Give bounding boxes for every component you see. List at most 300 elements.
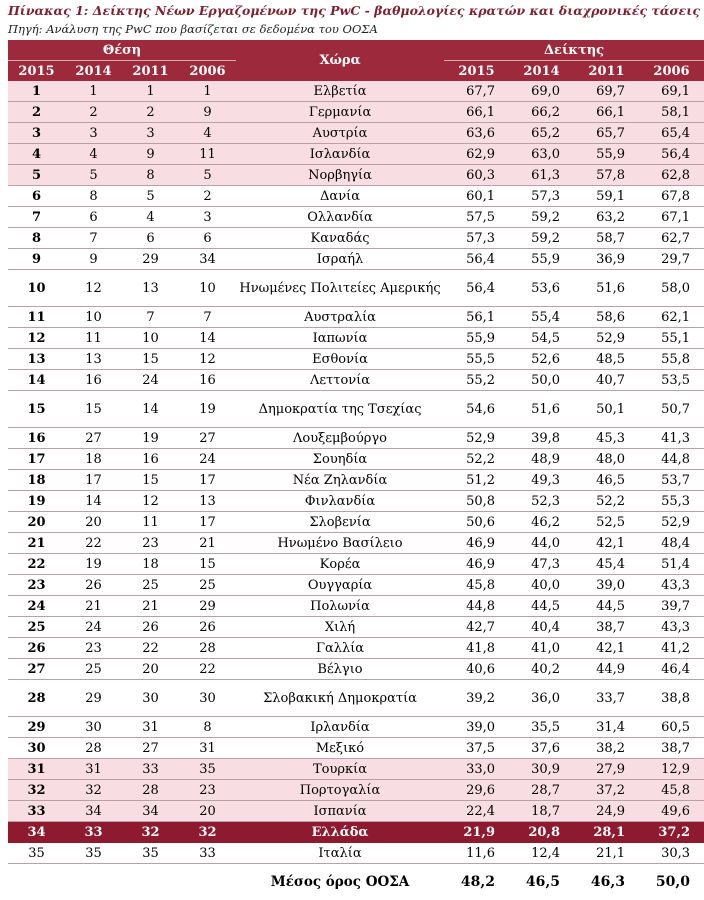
index-value-cell: 39,0 (444, 717, 509, 738)
rank-cell: 3 (179, 207, 236, 228)
rank-cell: 31 (179, 738, 236, 759)
index-value-cell: 69,1 (639, 81, 704, 102)
index-value-cell: 45,8 (639, 780, 704, 801)
table-row (8, 144, 704, 165)
index-table (8, 40, 704, 900)
rank-cell: 19 (65, 554, 122, 575)
index-value-cell: 66,1 (574, 102, 639, 123)
table-row (8, 328, 704, 349)
index-value-cell: 51,6 (574, 270, 639, 307)
rank-cell: 35 (179, 759, 236, 780)
rank-cell: 14 (65, 491, 122, 512)
index-value-cell: 39,0 (574, 575, 639, 596)
table-header (8, 40, 704, 81)
rank-cell (65, 864, 122, 900)
rank-cell: 33 (122, 759, 179, 780)
rank-cell: 23 (122, 533, 179, 554)
country-cell: Μεξικό (236, 738, 444, 759)
rank-cell: 11 (8, 307, 65, 328)
rank-cell: 32 (8, 780, 65, 801)
rank-cell: 17 (179, 470, 236, 491)
index-value-cell: 58,6 (574, 307, 639, 328)
rank-year-header: 2015 (8, 61, 65, 82)
index-value-cell: 53,6 (509, 270, 574, 307)
rank-cell: 31 (65, 759, 122, 780)
index-year-header: 2006 (639, 61, 704, 82)
index-value-cell: 58,1 (639, 102, 704, 123)
index-value-cell: 51,6 (509, 391, 574, 428)
index-value-cell: 67,1 (639, 207, 704, 228)
index-value-cell: 48,5 (574, 349, 639, 370)
index-value-cell: 63,2 (574, 207, 639, 228)
index-value-cell: 52,9 (639, 512, 704, 533)
index-value-cell: 38,7 (574, 617, 639, 638)
index-value-cell: 40,6 (444, 659, 509, 680)
index-value-cell: 18,7 (509, 801, 574, 822)
index-value-cell: 41,8 (444, 638, 509, 659)
index-value-cell: 52,3 (509, 491, 574, 512)
country-cell: Πορτογαλία (236, 780, 444, 801)
rank-cell: 7 (8, 207, 65, 228)
country-cell: Χιλή (236, 617, 444, 638)
index-value-cell: 55,5 (444, 349, 509, 370)
index-value-cell: 11,6 (444, 843, 509, 864)
rank-cell: 15 (65, 391, 122, 428)
table-row (8, 533, 704, 554)
rank-cell: 20 (122, 659, 179, 680)
index-value-cell: 49,6 (639, 801, 704, 822)
country-cell: Ιταλία (236, 843, 444, 864)
country-cell: Πολωνία (236, 596, 444, 617)
rank-cell: 18 (8, 470, 65, 491)
rank-cell: 34 (65, 801, 122, 822)
table-title: Πίνακας 1: Δείκτης Νέων Εργαζομένων της PwC - βαθμολογίες κρατών και διαχρονικές τάσεις (8, 3, 700, 18)
table-row (8, 165, 704, 186)
rank-cell: 16 (122, 449, 179, 470)
index-value-cell: 37,2 (639, 822, 704, 843)
index-value-cell: 52,6 (509, 349, 574, 370)
index-value-cell: 39,2 (444, 680, 509, 717)
country-cell: Εσθονία (236, 349, 444, 370)
index-value-cell: 40,0 (509, 575, 574, 596)
country-cell: Λουξεμβούργο (236, 428, 444, 449)
index-year-header: 2011 (574, 61, 639, 82)
index-value-cell: 67,8 (639, 186, 704, 207)
country-cell: Σλοβενία (236, 512, 444, 533)
rank-cell: 28 (8, 680, 65, 717)
rank-cell: 3 (8, 123, 65, 144)
index-value-cell: 48,4 (639, 533, 704, 554)
index-value-cell: 47,3 (509, 554, 574, 575)
rank-cell: 5 (179, 165, 236, 186)
country-cell: Τουρκία (236, 759, 444, 780)
rank-cell: 11 (122, 512, 179, 533)
index-value-cell: 42,1 (574, 638, 639, 659)
index-value-cell: 44,0 (509, 533, 574, 554)
rank-cell: 21 (122, 596, 179, 617)
table-row (8, 307, 704, 328)
index-value-cell: 37,2 (574, 780, 639, 801)
rank-cell: 8 (8, 228, 65, 249)
rank-cell: 27 (122, 738, 179, 759)
table-row (8, 680, 704, 717)
rank-cell: 26 (65, 575, 122, 596)
index-value-cell: 62,9 (444, 144, 509, 165)
rank-cell: 19 (122, 428, 179, 449)
index-value-cell: 40,7 (574, 370, 639, 391)
rank-cell: 2 (8, 102, 65, 123)
rank-cell: 11 (179, 144, 236, 165)
index-value-cell: 43,3 (639, 575, 704, 596)
index-value-cell: 50,0 (639, 864, 704, 900)
rank-cell: 13 (65, 349, 122, 370)
rank-cell: 7 (122, 307, 179, 328)
rank-cell: 35 (65, 843, 122, 864)
rank-cell: 5 (122, 186, 179, 207)
rank-cell: 16 (179, 370, 236, 391)
index-value-cell: 21,9 (444, 822, 509, 843)
index-value-cell: 52,9 (574, 328, 639, 349)
country-cell: Ελλάδα (236, 822, 444, 843)
index-value-cell: 46,3 (574, 864, 639, 900)
table-row (8, 470, 704, 491)
index-value-cell: 51,4 (639, 554, 704, 575)
rank-cell: 29 (122, 249, 179, 270)
rank-cell: 21 (8, 533, 65, 554)
index-value-cell: 48,9 (509, 449, 574, 470)
rank-cell: 26 (8, 638, 65, 659)
index-value-cell: 39,7 (639, 596, 704, 617)
index-value-cell: 42,1 (574, 533, 639, 554)
table-row (8, 207, 704, 228)
rank-cell: 14 (8, 370, 65, 391)
index-value-cell: 69,0 (509, 81, 574, 102)
index-value-cell: 38,8 (639, 680, 704, 717)
rank-cell: 7 (65, 228, 122, 249)
index-value-cell: 21,1 (574, 843, 639, 864)
index-value-cell: 58,0 (639, 270, 704, 307)
rank-year-header: 2011 (122, 61, 179, 82)
index-value-cell: 52,5 (574, 512, 639, 533)
rank-cell: 19 (8, 491, 65, 512)
country-cell: Ελβετία (236, 81, 444, 102)
rank-cell: 25 (65, 659, 122, 680)
index-value-cell: 63,0 (509, 144, 574, 165)
rank-cell: 20 (179, 801, 236, 822)
table-row (8, 512, 704, 533)
rank-cell: 35 (122, 843, 179, 864)
greece-row (8, 822, 704, 843)
index-value-cell: 55,8 (639, 349, 704, 370)
index-value-cell: 55,4 (509, 307, 574, 328)
table-row (8, 780, 704, 801)
rank-cell: 34 (179, 249, 236, 270)
rank-cell: 5 (65, 165, 122, 186)
rank-cell: 34 (122, 801, 179, 822)
index-value-cell: 58,7 (574, 228, 639, 249)
rank-cell: 5 (8, 165, 65, 186)
rank-cell: 1 (8, 81, 65, 102)
index-value-cell: 44,9 (574, 659, 639, 680)
rank-cell: 10 (122, 328, 179, 349)
table-row (8, 638, 704, 659)
index-value-cell: 54,6 (444, 391, 509, 428)
rank-cell: 8 (65, 186, 122, 207)
index-value-cell: 44,5 (574, 596, 639, 617)
index-value-cell: 55,9 (509, 249, 574, 270)
index-value-cell: 55,9 (444, 328, 509, 349)
rank-cell: 34 (8, 822, 65, 843)
rank-cell: 12 (179, 349, 236, 370)
table-row (8, 717, 704, 738)
country-cell: Ισραήλ (236, 249, 444, 270)
country-cell: Φινλανδία (236, 491, 444, 512)
index-value-cell: 46,9 (444, 533, 509, 554)
index-group-header: Δείκτης (444, 40, 704, 61)
index-value-cell: 49,3 (509, 470, 574, 491)
rank-cell: 16 (8, 428, 65, 449)
index-value-cell: 66,2 (509, 102, 574, 123)
table-row (8, 228, 704, 249)
index-value-cell: 62,7 (639, 228, 704, 249)
index-value-cell: 36,0 (509, 680, 574, 717)
country-cell: Αυστρία (236, 123, 444, 144)
rank-cell: 1 (122, 81, 179, 102)
rank-cell: 14 (122, 391, 179, 428)
table-row (8, 186, 704, 207)
rank-year-header: 2006 (179, 61, 236, 82)
index-value-cell: 46,5 (574, 470, 639, 491)
index-value-cell: 45,8 (444, 575, 509, 596)
index-value-cell: 38,2 (574, 738, 639, 759)
index-value-cell: 20,8 (509, 822, 574, 843)
rank-cell: 33 (8, 801, 65, 822)
rank-cell: 3 (122, 123, 179, 144)
rank-cell: 24 (65, 617, 122, 638)
index-value-cell: 63,6 (444, 123, 509, 144)
index-value-cell: 57,5 (444, 207, 509, 228)
rank-cell: 15 (8, 391, 65, 428)
index-value-cell: 50,0 (509, 370, 574, 391)
country-cell: Ουγγαρία (236, 575, 444, 596)
rank-cell: 23 (8, 575, 65, 596)
rank-cell: 9 (122, 144, 179, 165)
rank-cell: 33 (179, 843, 236, 864)
rank-cell (122, 864, 179, 900)
country-cell: Ισπανία (236, 801, 444, 822)
country-cell: Βέλγιο (236, 659, 444, 680)
country-cell: Ηνωμένες Πολιτείες Αμερικής (236, 270, 444, 307)
rank-cell: 35 (8, 843, 65, 864)
index-value-cell: 29,6 (444, 780, 509, 801)
rank-cell: 8 (179, 717, 236, 738)
rank-cell: 22 (179, 659, 236, 680)
index-value-cell: 57,3 (509, 186, 574, 207)
table-row (8, 102, 704, 123)
rank-cell: 17 (8, 449, 65, 470)
rank-cell: 22 (122, 638, 179, 659)
index-value-cell: 61,3 (509, 165, 574, 186)
table-row (8, 617, 704, 638)
index-value-cell: 55,3 (639, 491, 704, 512)
country-cell: Ηνωμένο Βασίλειο (236, 533, 444, 554)
rank-cell: 10 (8, 270, 65, 307)
rank-cell: 22 (65, 533, 122, 554)
index-value-cell: 60,1 (444, 186, 509, 207)
index-value-cell: 60,3 (444, 165, 509, 186)
rank-cell: 12 (8, 328, 65, 349)
rank-cell: 2 (179, 186, 236, 207)
index-value-cell: 50,6 (444, 512, 509, 533)
table-row (8, 123, 704, 144)
index-value-cell: 44,5 (509, 596, 574, 617)
rank-cell: 26 (122, 617, 179, 638)
index-year-header: 2014 (509, 61, 574, 82)
index-value-cell: 46,4 (639, 659, 704, 680)
rank-cell: 30 (122, 680, 179, 717)
index-value-cell: 43,3 (639, 617, 704, 638)
table-row (8, 370, 704, 391)
index-year-header: 2015 (444, 61, 509, 82)
index-value-cell: 40,2 (509, 659, 574, 680)
rank-cell: 31 (122, 717, 179, 738)
index-value-cell: 37,6 (509, 738, 574, 759)
index-value-cell: 28,7 (509, 780, 574, 801)
index-value-cell: 37,5 (444, 738, 509, 759)
index-value-cell: 65,4 (639, 123, 704, 144)
rank-cell: 12 (122, 491, 179, 512)
country-cell: Νορβηγία (236, 165, 444, 186)
table-row (8, 428, 704, 449)
table-row (8, 349, 704, 370)
country-cell: Σλοβακική Δημοκρατία (236, 680, 444, 717)
rank-cell: 24 (122, 370, 179, 391)
country-cell: Γαλλία (236, 638, 444, 659)
index-value-cell: 65,7 (574, 123, 639, 144)
index-value-cell: 57,8 (574, 165, 639, 186)
table-row (8, 738, 704, 759)
index-value-cell: 42,7 (444, 617, 509, 638)
index-value-cell: 55,1 (639, 328, 704, 349)
rank-cell: 9 (8, 249, 65, 270)
index-value-cell: 55,9 (574, 144, 639, 165)
table-row (8, 491, 704, 512)
table-row (8, 391, 704, 428)
table-source: Πηγή: Ανάλυση της PwC που βασίζεται σε δεδομένα του ΟΟΣΑ (8, 22, 378, 36)
index-value-cell: 54,5 (509, 328, 574, 349)
country-cell: Νέα Ζηλανδία (236, 470, 444, 491)
country-header: Χώρα (236, 40, 444, 81)
index-value-cell: 12,4 (509, 843, 574, 864)
index-value-cell: 55,2 (444, 370, 509, 391)
country-cell: Λεττονία (236, 370, 444, 391)
rank-cell: 6 (179, 228, 236, 249)
index-value-cell: 59,1 (574, 186, 639, 207)
table-row (8, 270, 704, 307)
rank-cell: 17 (65, 470, 122, 491)
country-cell: Δημοκρατία της Τσεχίας (236, 391, 444, 428)
rank-cell: 6 (8, 186, 65, 207)
index-value-cell: 48,2 (444, 864, 509, 900)
rank-cell: 18 (122, 554, 179, 575)
rank-cell: 13 (179, 491, 236, 512)
rank-cell: 4 (179, 123, 236, 144)
country-cell: Μέσος όρος ΟΟΣΑ (236, 864, 444, 900)
index-value-cell: 65,2 (509, 123, 574, 144)
rank-cell: 7 (179, 307, 236, 328)
index-value-cell: 56,4 (444, 249, 509, 270)
rank-cell: 3 (65, 123, 122, 144)
table-row (8, 596, 704, 617)
index-value-cell: 28,1 (574, 822, 639, 843)
country-cell: Γερμανία (236, 102, 444, 123)
table-row (8, 843, 704, 864)
index-value-cell: 33,7 (574, 680, 639, 717)
index-value-cell: 36,9 (574, 249, 639, 270)
country-cell: Αυστραλία (236, 307, 444, 328)
rank-cell: 27 (65, 428, 122, 449)
rank-cell: 30 (65, 717, 122, 738)
rank-cell: 15 (122, 470, 179, 491)
index-value-cell: 66,1 (444, 102, 509, 123)
rank-cell: 4 (65, 144, 122, 165)
rank-cell: 21 (179, 533, 236, 554)
rank-cell: 15 (122, 349, 179, 370)
rank-cell: 33 (65, 822, 122, 843)
rank-cell: 28 (179, 638, 236, 659)
rank-cell: 30 (179, 680, 236, 717)
index-value-cell: 59,2 (509, 228, 574, 249)
rank-cell: 13 (8, 349, 65, 370)
rank-cell: 10 (65, 307, 122, 328)
rank-cell: 32 (179, 822, 236, 843)
index-value-cell: 48,0 (574, 449, 639, 470)
index-value-cell: 62,1 (639, 307, 704, 328)
rank-cell (8, 864, 65, 900)
table-row (8, 554, 704, 575)
rank-cell: 11 (65, 328, 122, 349)
index-value-cell: 51,2 (444, 470, 509, 491)
index-value-cell: 46,2 (509, 512, 574, 533)
index-value-cell: 44,8 (639, 449, 704, 470)
index-value-cell: 40,4 (509, 617, 574, 638)
index-value-cell: 60,5 (639, 717, 704, 738)
table-row (8, 801, 704, 822)
rank-cell: 10 (179, 270, 236, 307)
index-value-cell: 46,5 (509, 864, 574, 900)
index-value-cell: 56,4 (444, 270, 509, 307)
index-value-cell: 50,8 (444, 491, 509, 512)
index-value-cell: 31,4 (574, 717, 639, 738)
rank-cell: 2 (65, 102, 122, 123)
rank-cell: 4 (122, 207, 179, 228)
table-row (8, 575, 704, 596)
index-value-cell: 69,7 (574, 81, 639, 102)
rank-cell: 29 (65, 680, 122, 717)
rank-cell: 25 (179, 575, 236, 596)
rank-cell (179, 864, 236, 900)
index-value-cell: 52,2 (444, 449, 509, 470)
rank-cell: 25 (122, 575, 179, 596)
country-cell: Ισλανδία (236, 144, 444, 165)
rank-cell: 31 (8, 759, 65, 780)
index-value-cell: 53,5 (639, 370, 704, 391)
rank-cell: 4 (8, 144, 65, 165)
rank-cell: 21 (65, 596, 122, 617)
rank-cell: 22 (8, 554, 65, 575)
rank-cell: 30 (8, 738, 65, 759)
index-value-cell: 45,3 (574, 428, 639, 449)
